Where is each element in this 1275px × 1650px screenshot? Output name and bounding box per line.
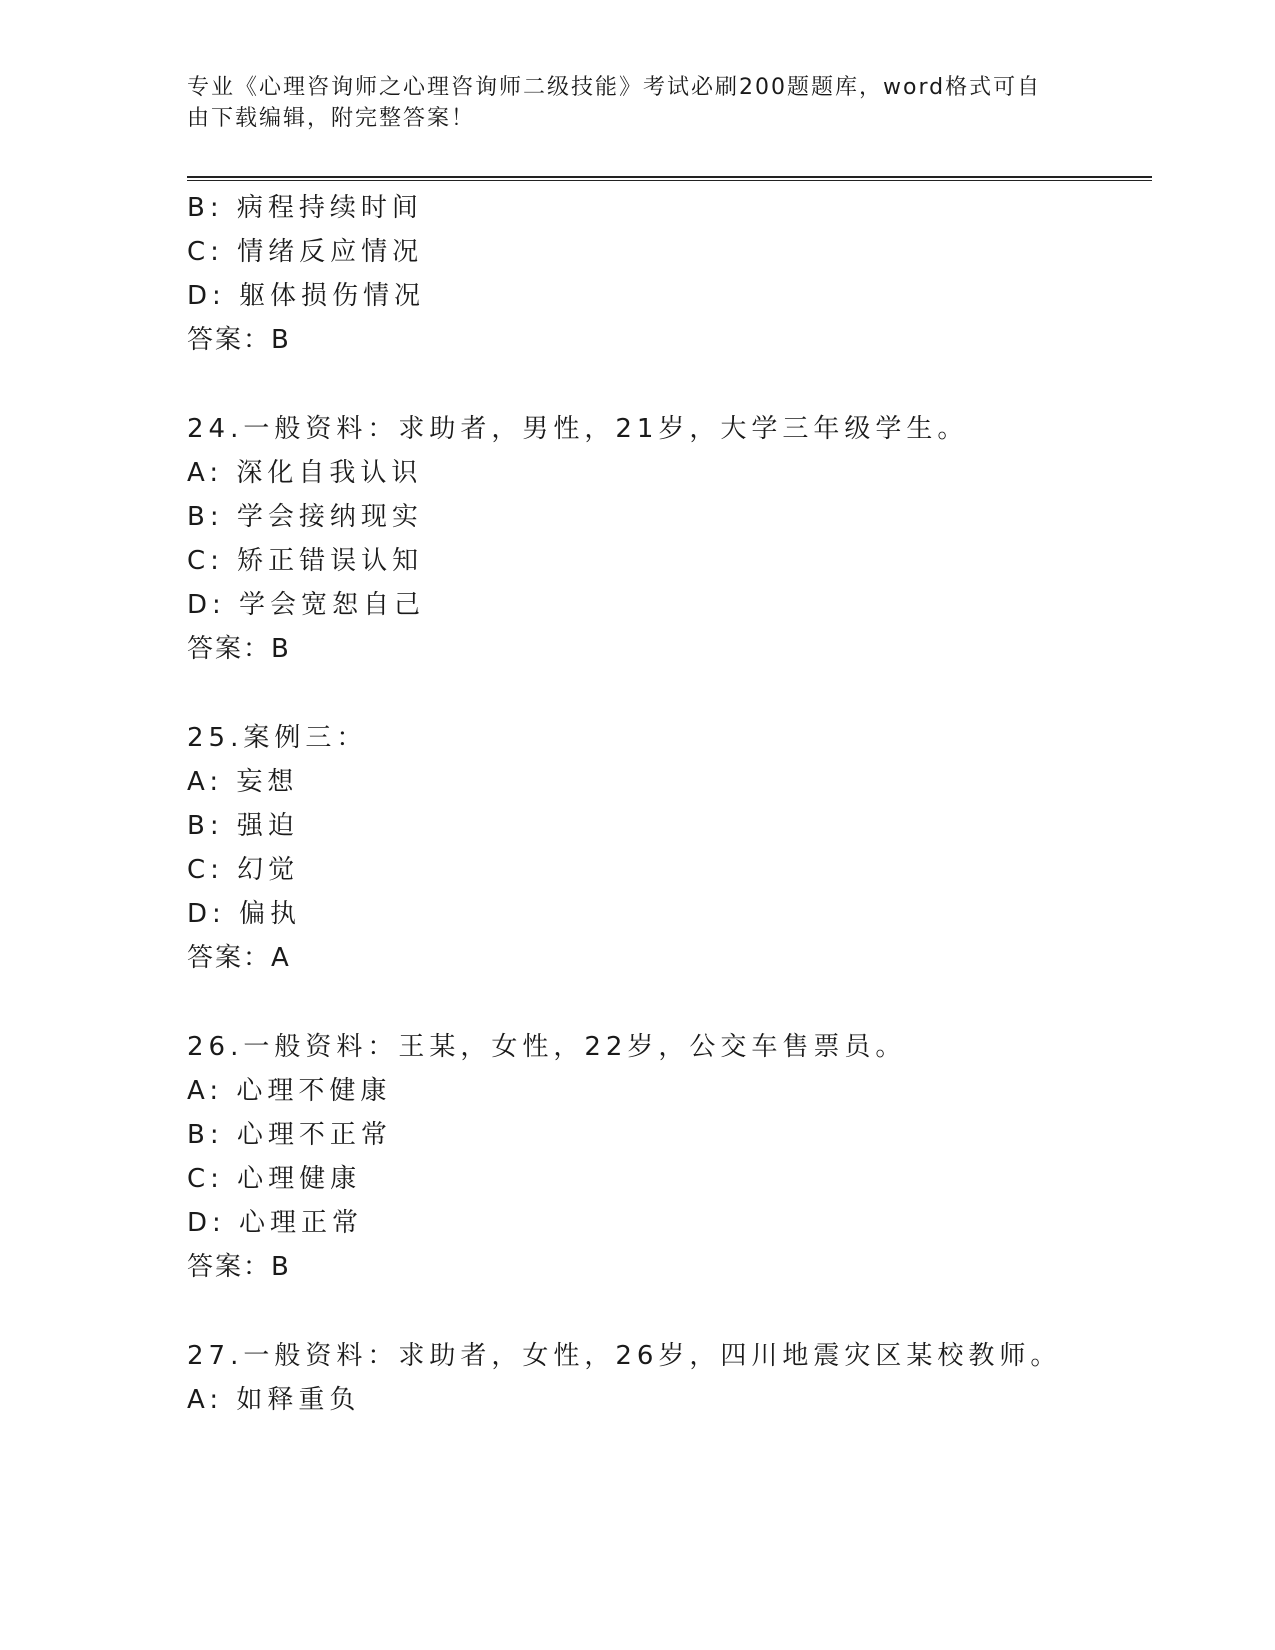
header-line-1: 专业《心理咨询师之心理咨询师二级技能》考试必刷200题题库，word格式可自 bbox=[187, 75, 1042, 100]
q25-option-d: D: 偏执 bbox=[187, 899, 302, 929]
q24-option-a: A: 深化自我认识 bbox=[187, 458, 423, 488]
q25-stem: 25.案例三： bbox=[187, 723, 368, 753]
q26-stem: 26.一般资料：王某，女性，22岁，公交车售票员。 bbox=[187, 1032, 907, 1062]
q24-option-c: C: 矫正错误认知 bbox=[187, 546, 424, 576]
document-header bbox=[187, 72, 1067, 134]
q23-option-c: C: 情绪反应情况 bbox=[187, 237, 424, 267]
q23-answer: 答案：B bbox=[187, 325, 291, 355]
header-line-2: 由下载编辑，附完整答案！ bbox=[187, 106, 476, 131]
q25-option-b: B: 强迫 bbox=[187, 811, 299, 841]
q25-option-c: C: 幻觉 bbox=[187, 855, 300, 885]
q25-option-a: A: 妄想 bbox=[187, 767, 299, 797]
q26-option-c: C: 心理健康 bbox=[187, 1164, 362, 1194]
q23-option-b: B: 病程持续时间 bbox=[187, 193, 423, 223]
q24-answer: 答案：B bbox=[187, 634, 291, 664]
q27-option-a: A: 如释重负 bbox=[187, 1385, 361, 1415]
q26-option-d: D: 心理正常 bbox=[187, 1208, 364, 1238]
q26-option-b: B: 心理不正常 bbox=[187, 1120, 392, 1150]
q23-option-d: D: 躯体损伤情况 bbox=[187, 281, 426, 311]
q24-option-b: B: 学会接纳现实 bbox=[187, 502, 423, 532]
q25-answer: 答案：A bbox=[187, 943, 291, 973]
q26-option-a: A: 心理不健康 bbox=[187, 1076, 392, 1106]
header-divider bbox=[187, 176, 1152, 181]
q27-stem: 27.一般资料：求助者，女性，26岁，四川地震灾区某校教师。 bbox=[187, 1341, 1062, 1371]
q24-stem: 24.一般资料：求助者，男性，21岁，大学三年级学生。 bbox=[187, 414, 969, 444]
q26-answer: 答案：B bbox=[187, 1252, 291, 1282]
q24-option-d: D: 学会宽恕自己 bbox=[187, 590, 426, 620]
